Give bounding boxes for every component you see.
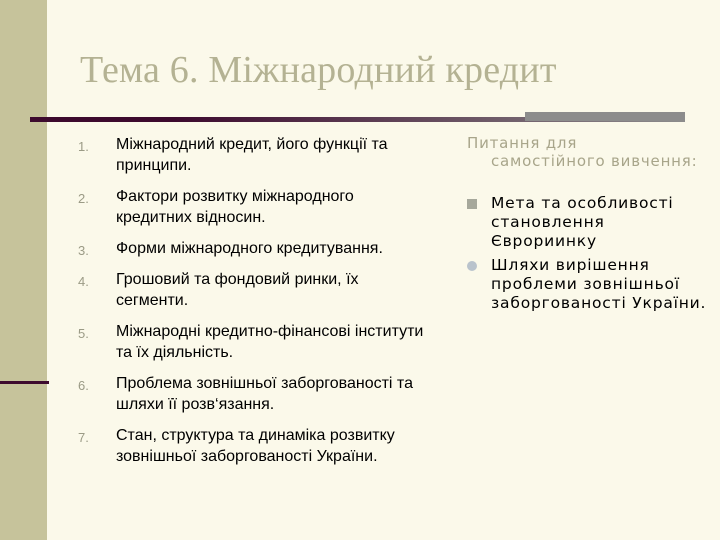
list-item	[467, 256, 707, 313]
list-item-number: 3.	[78, 243, 89, 258]
list-item	[78, 321, 428, 363]
topics-list	[78, 134, 428, 477]
square-bullet-icon	[467, 199, 477, 209]
list-item-text: Шляхи вирішення проблеми зовнішньої заборгованості України.	[491, 256, 707, 312]
left-bar-divider	[0, 381, 49, 384]
list-item-number: 6.	[78, 378, 89, 393]
list-item-number: 4.	[78, 274, 89, 289]
list-item-number: 2.	[78, 191, 89, 206]
list-item-text: Фактори розвитку міжнародного кредитних відносин.	[116, 188, 354, 226]
title-underline	[30, 117, 685, 122]
self-study-heading-line1: Питання для	[467, 134, 578, 152]
list-item-text: Проблема зовнішньої заборгованості та шляхи її розв‘язання.	[116, 375, 413, 413]
list-item-text: Міжнародний кредит, його функції та принципи.	[116, 136, 388, 174]
slide-title: Тема 6. Міжнародний кредит	[80, 49, 557, 91]
list-item	[78, 269, 428, 311]
list-item	[78, 134, 428, 176]
list-item	[467, 194, 707, 251]
list-item-number: 7.	[78, 430, 89, 445]
left-accent-bar	[0, 0, 47, 540]
self-study-list	[467, 194, 707, 313]
list-item-text: Стан, структура та динаміка розвитку зовнішньої заборгованості України.	[116, 427, 395, 465]
list-item	[78, 238, 428, 259]
self-study-panel	[467, 134, 707, 318]
list-item	[78, 425, 428, 467]
list-item-text: Грошовий та фондовий ринки, їх сегменти.	[116, 271, 359, 309]
list-item-text: Форми міжнародного кредитування.	[116, 240, 383, 257]
list-item	[78, 186, 428, 228]
list-item-number: 1.	[78, 139, 89, 154]
self-study-heading-line2: самостійного вивчення:	[491, 152, 698, 170]
circle-bullet-icon	[467, 261, 477, 271]
list-item	[78, 373, 428, 415]
list-item-text: Міжнародні кредитно-фінансові інститути та їх діяльність.	[116, 323, 424, 361]
list-item-number: 5.	[78, 326, 89, 341]
self-study-heading	[467, 134, 707, 170]
list-item-text: Мета та особливості становлення Єврориинку	[491, 194, 674, 250]
title-underline-accent	[525, 112, 685, 121]
